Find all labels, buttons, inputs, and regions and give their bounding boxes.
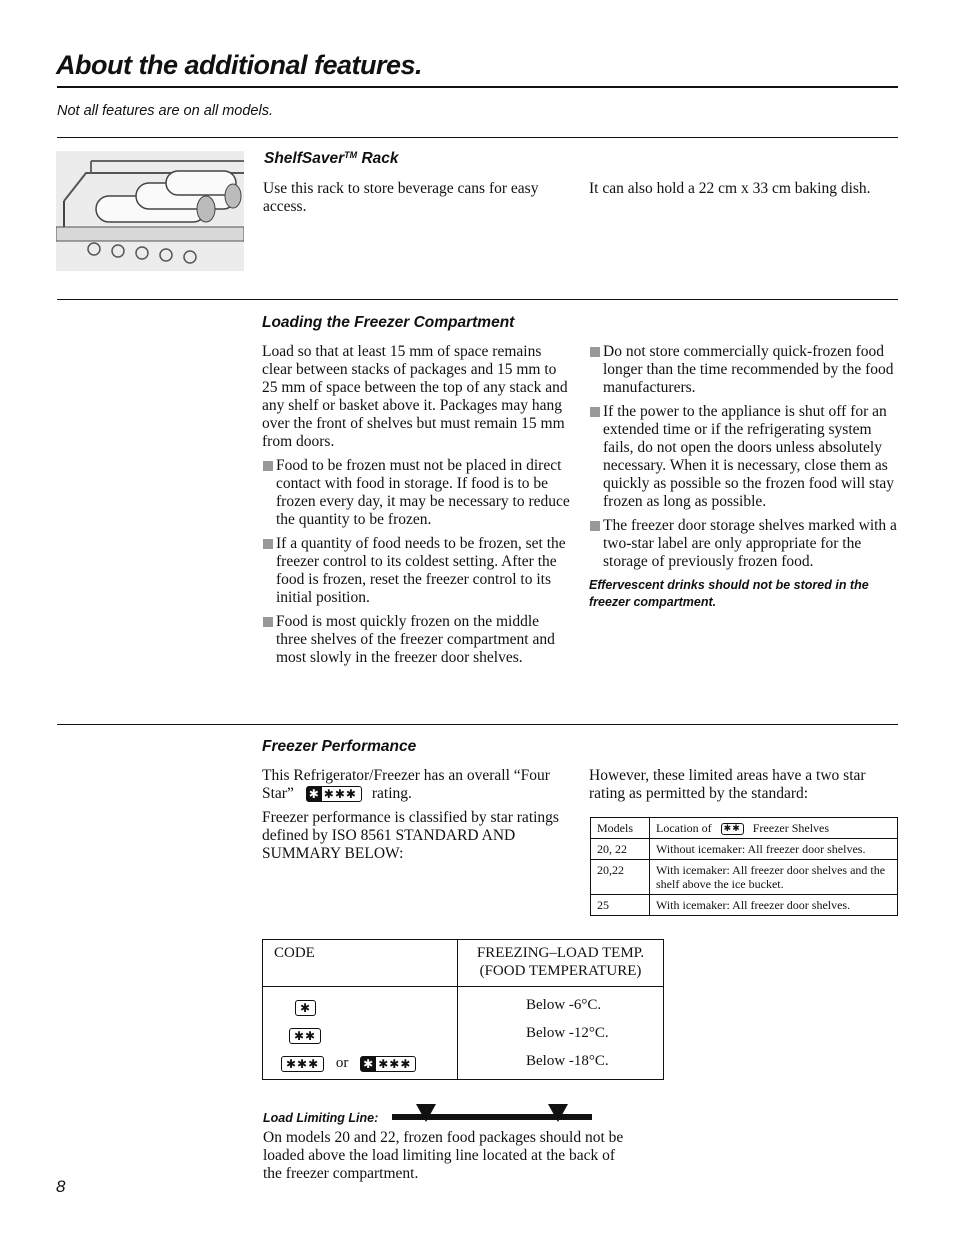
two-star-shelves-table xyxy=(590,817,898,916)
shelfsaver-text-1: Use this rack to store beverage cans for easy access. xyxy=(263,180,539,215)
loading-left-column xyxy=(262,343,572,673)
trademark-mark: TM xyxy=(344,150,358,160)
models-cell: 25 xyxy=(591,895,650,916)
bullet-item: Food is most quickly frozen on the middle three shelves of the freezer compartment and most slowly in the freezer door shelves. xyxy=(262,613,572,667)
table-row xyxy=(591,895,898,916)
loading-heading: Loading the Freezer Compartment xyxy=(262,314,515,331)
load-limiting-line-icon xyxy=(392,1104,592,1131)
or-text: or xyxy=(335,1055,349,1071)
loading-left-bullets xyxy=(262,457,572,667)
divider xyxy=(57,724,898,725)
temp-one-star: Below -6°C. xyxy=(526,997,602,1013)
divider xyxy=(57,137,898,138)
classification-paragraph: Freezer performance is classified by star ratings defined by ISO 8561 STANDARD AND SUMMARY BELOW: xyxy=(262,809,559,862)
performance-right-intro: However, these limited areas have a two star rating as permitted by the standard: xyxy=(589,767,866,802)
location-header: Location of ✱✱ Freezer Shelves xyxy=(650,818,898,839)
models-cell: 20,22 xyxy=(591,860,650,895)
temp-three-star: Below -18°C. xyxy=(526,1053,609,1069)
temp-header: FREEZING–LOAD TEMP. (FOOD TEMPERATURE) xyxy=(458,940,664,987)
page-subtitle: Not all features are on all models. xyxy=(57,103,273,119)
page-number: 8 xyxy=(56,1177,66,1196)
table-header-row xyxy=(263,940,664,987)
loading-intro: Load so that at least 15 mm of space remains clear between stacks of packages and 15 mm to 25 mm of space between the top of any stack and any shelf or basket above it. Packages may hang over the front of shelves but must remain 15 mm from doors. xyxy=(262,343,568,450)
shelfsaver-heading-suffix: Rack xyxy=(357,150,399,167)
table-row xyxy=(591,860,898,895)
code-cell xyxy=(263,987,458,1080)
four-star-icon: ✱ ✱✱✱ xyxy=(306,786,362,802)
four-star-text-after: rating. xyxy=(371,785,412,802)
load-line-text: On models 20 and 22, frozen food packages should not be loaded above the load limiting line located at the back of the freezer compartment. xyxy=(263,1129,624,1182)
location-cell: With icemaker: All freezer door shelves and the shelf above the ice bucket. xyxy=(650,860,898,895)
bullet-item: If a quantity of food needs to be frozen, set the freezer control to its coldest setting. After the food is frozen, reset the freezer control to its initial position. xyxy=(262,535,572,607)
table-header-row xyxy=(591,818,898,839)
four-star-text: This Refrigerator/Freezer has an overall “Four Star” xyxy=(262,767,550,802)
star-code-table xyxy=(262,939,664,1080)
two-star-icon: ✱✱ xyxy=(721,823,744,835)
bullet-item: If the power to the appliance is shut off for an extended time or if the refrigerating system fails, do not open the doors unless absolutely necessary. When it is necessary, close them as quickly as possible so the frozen food will stay frozen as long as possible. xyxy=(589,403,897,511)
loading-right-column xyxy=(589,343,897,611)
shelfsaver-heading xyxy=(264,150,399,168)
effervescent-warning: Effervescent drinks should not be stored in the freezer compartment. xyxy=(589,578,869,609)
shelfsaver-rack-illustration xyxy=(56,151,244,271)
four-star-paragraph xyxy=(262,767,562,803)
shelfsaver-text-2: It can also hold a 22 cm x 33 cm baking dish. xyxy=(589,180,871,197)
temp-two-star: Below -12°C. xyxy=(526,1025,609,1041)
table-row xyxy=(591,839,898,860)
performance-left-column xyxy=(262,767,562,869)
load-line-label: Load Limiting Line: xyxy=(263,1111,379,1125)
title-rule xyxy=(57,86,898,88)
location-cell: With icemaker: All freezer door shelves. xyxy=(650,895,898,916)
four-star-icon: ✱ ✱✱✱ xyxy=(360,1056,416,1072)
models-cell: 20, 22 xyxy=(591,839,650,860)
page-title: About the additional features. xyxy=(56,50,423,80)
code-header: CODE xyxy=(263,940,458,987)
temp-cell xyxy=(458,987,664,1080)
loading-right-bullets xyxy=(589,343,897,571)
table-row xyxy=(263,987,664,1080)
bullet-item: The freezer door storage shelves marked with a two-star label are only appropriate for the storage of previously frozen food. xyxy=(589,517,897,571)
divider xyxy=(57,299,898,300)
two-star-icon: ✱✱ xyxy=(289,1028,321,1044)
performance-heading: Freezer Performance xyxy=(262,738,417,755)
bullet-item: Food to be frozen must not be placed in direct contact with food in storage. If food is to be frozen every day, it may be necessary to reduce the quantity to be frozen. xyxy=(262,457,572,529)
shelfsaver-heading-text: ShelfSaver xyxy=(264,150,345,167)
three-star-icon: ✱✱✱ xyxy=(281,1056,324,1072)
one-star-icon: ✱ xyxy=(295,1000,316,1016)
location-cell: Without icemaker: All freezer door shelves. xyxy=(650,839,898,860)
bullet-item: Do not store commercially quick-frozen food longer than the time recommended by the food manufacturers. xyxy=(589,343,897,397)
models-header: Models xyxy=(591,818,650,839)
